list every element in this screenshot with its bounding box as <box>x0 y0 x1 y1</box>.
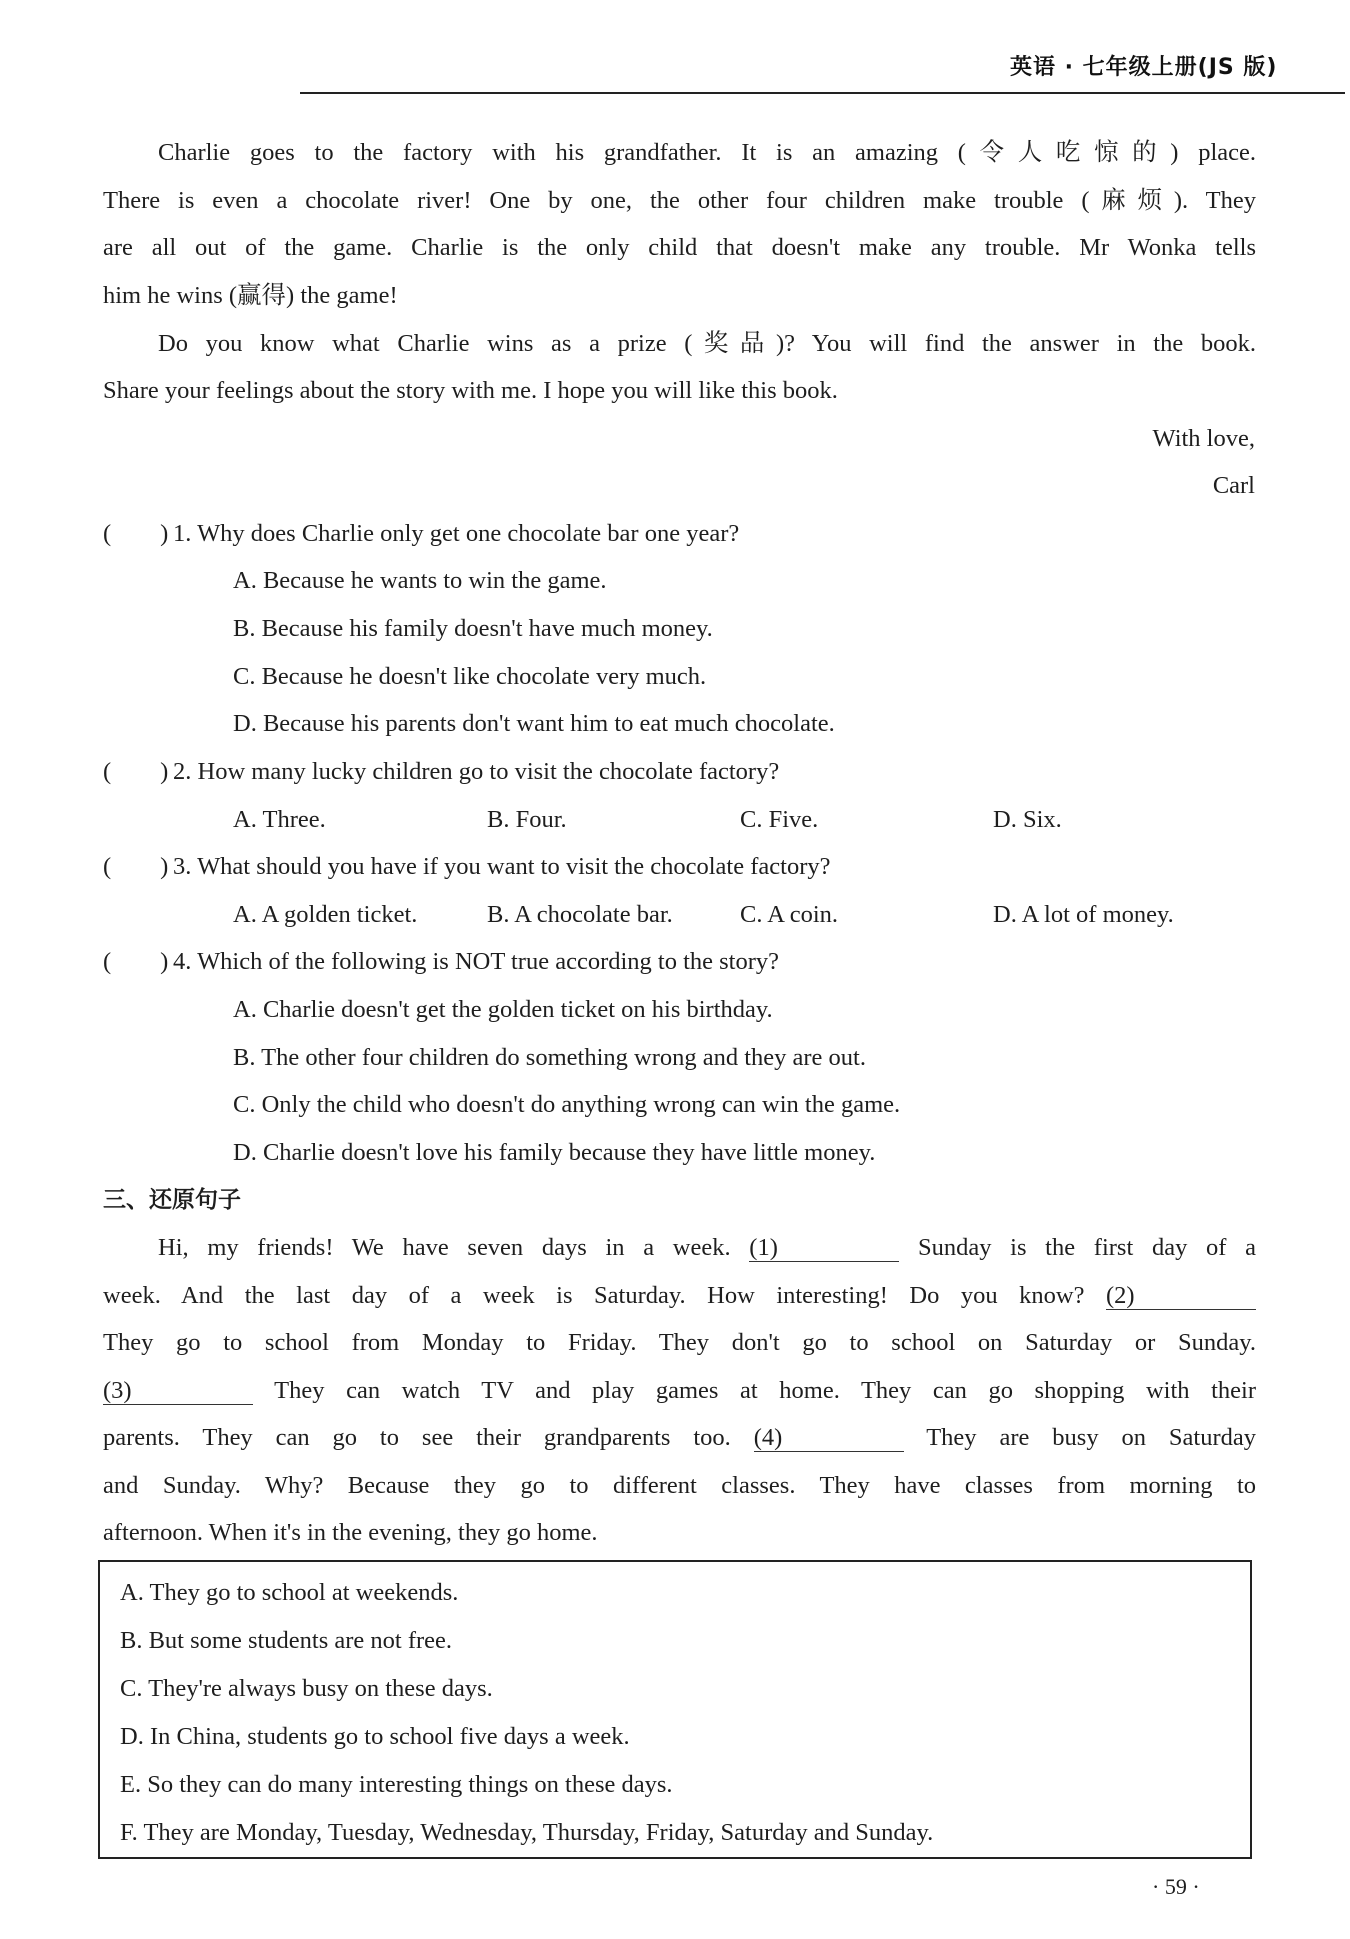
box-option-b: B. But some students are not free. <box>120 1627 453 1654</box>
answer-paren[interactable]: ( ) <box>103 948 169 975</box>
question-1 <box>103 518 1256 550</box>
passage-line: There is even a chocolate river! One by one, the other four children make trouble (麻烦). They <box>103 187 1256 214</box>
option-4d: D. Charlie doesn't love his family because they have little money. <box>233 1139 876 1166</box>
passage-line: him he wins (赢得) the game! <box>103 282 398 309</box>
question-3 <box>103 851 1256 883</box>
option-2a: A. Three. <box>233 806 326 833</box>
box-option-d: D. In China, students go to school five days a week. <box>120 1723 630 1750</box>
cloze-line-7: afternoon. When it's in the evening, they go home. <box>103 1519 598 1546</box>
passage-line: Charlie goes to the factory with his grandfather. It is an amazing (令人吃惊的) place. <box>158 139 1256 166</box>
box-option-c: C. They're always busy on these days. <box>120 1675 493 1702</box>
option-3d: D. A lot of money. <box>993 901 1174 928</box>
cloze-line-4: (3) They can watch TV and play games at home. They can go shopping with their <box>103 1377 1257 1404</box>
answer-paren[interactable]: ( ) <box>103 520 169 547</box>
page-header: 英语 · 七年级上册(JS 版) <box>1010 55 1278 80</box>
blank-2[interactable]: (2) <box>1106 1283 1256 1310</box>
option-3c: C. A coin. <box>740 901 839 928</box>
section-title: 三、还原句子 <box>103 1187 241 1213</box>
blank-3[interactable]: (3) <box>103 1378 253 1405</box>
cloze-line-6: and Sunday. Why? Because they go to different classes. They have classes from morning to <box>103 1472 1256 1499</box>
box-option-a: A. They go to school at weekends. <box>120 1579 459 1606</box>
option-1b: B. Because his family doesn't have much money. <box>233 615 713 642</box>
question-number: 4. <box>173 948 192 975</box>
cloze-line-2: week. And the last day of a week is Saturday. How interesting! Do you know? (2) <box>103 1280 1256 1312</box>
question-text: What should you have if you want to visit the chocolate factory? <box>197 853 831 880</box>
option-3b: B. A chocolate bar. <box>487 901 673 928</box>
option-2c: C. Five. <box>740 806 819 833</box>
option-4b: B. The other four children do something wrong and they are out. <box>233 1044 866 1071</box>
option-2b: B. Four. <box>487 806 567 833</box>
blank-4[interactable]: (4) <box>754 1425 904 1452</box>
answer-paren[interactable]: ( ) <box>103 758 169 785</box>
option-1c: C. Because he doesn't like chocolate very much. <box>233 663 707 690</box>
letter-closing: With love, <box>1152 425 1255 452</box>
passage-line: Share your feelings about the story with me. I hope you will like this book. <box>103 377 838 404</box>
passage-line: Do you know what Charlie wins as a prize (奖品)? You will find the answer in the book. <box>158 330 1256 357</box>
header-rule <box>300 92 1345 94</box>
option-2d: D. Six. <box>993 806 1062 833</box>
option-1d: D. Because his parents don't want him to eat much chocolate. <box>233 710 835 737</box>
option-3a: A. A golden ticket. <box>233 901 418 928</box>
question-4 <box>103 946 1256 978</box>
box-option-e: E. So they can do many interesting things on these days. <box>120 1771 673 1798</box>
option-4c: C. Only the child who doesn't do anything wrong can win the game. <box>233 1091 901 1118</box>
question-number: 2. <box>173 758 192 785</box>
question-number: 3. <box>173 853 192 880</box>
box-option-f: F. They are Monday, Tuesday, Wednesday, Thursday, Friday, Saturday and Sunday. <box>120 1819 934 1846</box>
page-number: · 59 · <box>1152 1874 1200 1899</box>
blank-1[interactable]: (1) <box>749 1235 899 1262</box>
question-2 <box>103 756 1256 788</box>
question-text: Which of the following is NOT true according to the story? <box>197 948 780 975</box>
cloze-line-3: They go to school from Monday to Friday. They don't go to school on Saturday or Sunday. <box>103 1329 1256 1356</box>
question-number: 1. <box>173 520 192 547</box>
cloze-line-5: parents. They can go to see their grandparents too. (4) They are busy on Saturday <box>103 1424 1257 1451</box>
question-text: How many lucky children go to visit the chocolate factory? <box>197 758 780 785</box>
options-box <box>98 1560 1252 1859</box>
cloze-line-1: Hi, my friends! We have seven days in a week. (1) Sunday is the first day of a <box>158 1234 1256 1261</box>
question-text: Why does Charlie only get one chocolate bar one year? <box>197 520 740 547</box>
option-4a: A. Charlie doesn't get the golden ticket on his birthday. <box>233 996 773 1023</box>
letter-signature: Carl <box>1212 472 1255 499</box>
answer-paren[interactable]: ( ) <box>103 853 169 880</box>
passage-line: are all out of the game. Charlie is the only child that doesn't make any trouble. Mr Wonka tells <box>103 234 1256 261</box>
option-1a: A. Because he wants to win the game. <box>233 567 607 594</box>
